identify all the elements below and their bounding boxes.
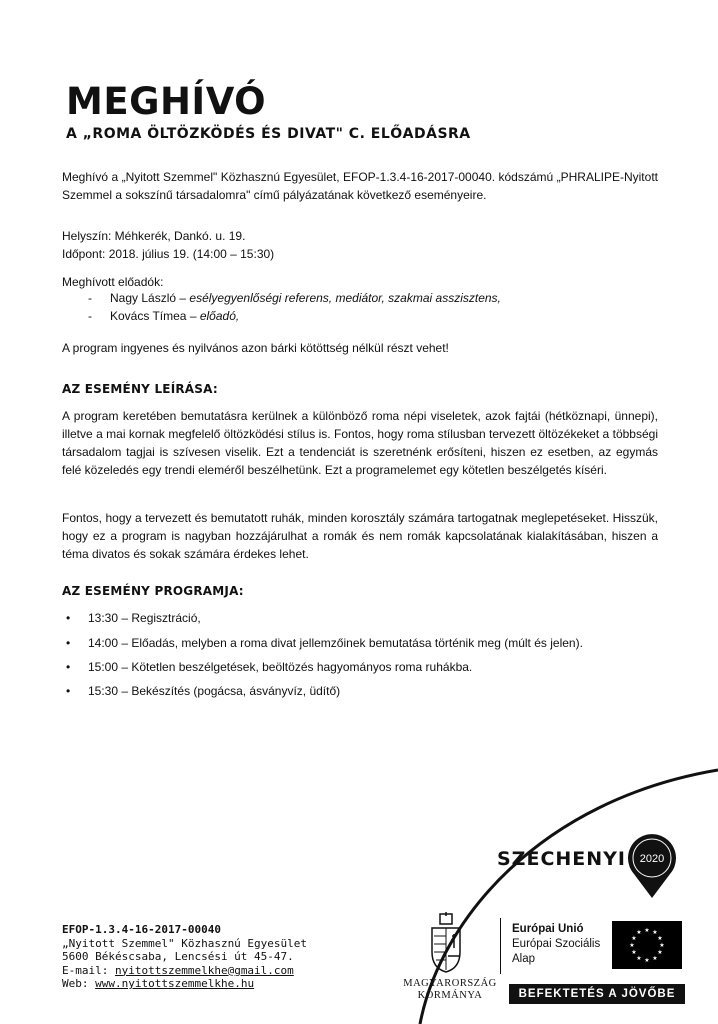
- footer-web-line: Web: www.nyitottszemmelkhe.hu: [62, 977, 255, 990]
- location-line: Helyszín: Méhkerék, Dankó. u. 19.: [62, 229, 246, 243]
- svg-text:★: ★: [631, 935, 637, 942]
- svg-text:★: ★: [636, 955, 642, 962]
- bullet-marker: •: [66, 636, 71, 650]
- svg-text:★: ★: [644, 927, 650, 934]
- speaker-role: előadó,: [199, 309, 240, 323]
- program-item: • 14:00 – Előadás, melyben a roma divat jellemzőinek bemutatása történik meg (múlt és jelen).: [66, 636, 583, 650]
- svg-text:★: ★: [657, 935, 663, 942]
- svg-text:★: ★: [636, 929, 642, 936]
- dash-marker: -: [88, 309, 92, 323]
- szechenyi-year: 2020: [639, 853, 665, 865]
- program-item: • 15:30 – Bekészítés (pogácsa, ásványvíz, üdítő): [66, 684, 341, 698]
- program-item: • 15:00 – Kötetlen beszélgetések, beöltözés hagyományos roma ruhákba.: [66, 660, 473, 674]
- intro-paragraph: Meghívó a „Nyitott Szemmel" Közhasznú Egyesület, EFOP-1.3.4-16-2017-00040. kódszámú „PHRALIPE-Nyitott Szemmel a sokszínű társadalomra" című pályázatának következő eseményeire.: [62, 170, 658, 202]
- bullet-marker: •: [66, 611, 71, 625]
- page-title: MEGHÍVÓ: [66, 80, 267, 123]
- eu-flag-icon: [612, 921, 682, 969]
- svg-text:★: ★: [631, 949, 637, 956]
- description-paragraph-1: A program keretében bemutatásra kerülnek a különböző roma népi viseletek, azok fajtái (hétköznapi, ünnepi), illetve a mai kornak megfelelő öltözködési stílus is. Fontos, hogy roma stílusban tervezett öltözékeket a többségi társadalom tagjai is szívesen viselik. Ezt a tendenciát is szeretnénk erősíteni, hiszen ez esetben, az egymás felé közeledés egy trendi eleméről beszélhetünk. Ezt a programelemet egy kötetlen beszélgetés kíséri.: [62, 409, 658, 477]
- coat-of-arms-icon: [428, 912, 464, 974]
- footer-email-line: E-mail: nyitottszemmelkhe@gmail.com: [62, 963, 294, 977]
- bullet-marker: •: [66, 684, 71, 698]
- page-subtitle: A „ROMA ÖLTÖZKÖDÉS ÉS DIVAT" C. ELŐADÁSRA: [66, 126, 471, 142]
- svg-text:★: ★: [652, 929, 658, 936]
- time-line: Időpont: 2018. július 19. (14:00 – 15:30): [62, 247, 275, 261]
- eu-logo-text: Európai Unió Európai Szociális Alap: [512, 923, 601, 965]
- speaker-name: Nagy László: [110, 291, 177, 305]
- footer-address: 5600 Békéscsaba, Lencsési út 45-47.: [62, 950, 294, 963]
- svg-text:★: ★: [652, 955, 658, 962]
- szechenyi-2020-icon: [624, 828, 680, 900]
- web-link[interactable]: www.nyitottszemmelkhe.hu: [95, 977, 255, 990]
- email-link[interactable]: nyitottszemmelkhe@gmail.com: [114, 963, 294, 977]
- free-note: A program ingyenes és nyilvános azon bárki kötöttség nélkül részt vehet!: [62, 341, 449, 355]
- speaker-name: Kovács Tímea: [110, 309, 187, 323]
- szechenyi-logo-text: SZÉCHENYI: [497, 848, 626, 870]
- description-heading: AZ ESEMÉNY LEÍRÁSA:: [62, 382, 218, 396]
- kormany-logo-text: MAGYARORSZÁG KORMÁNYA: [403, 978, 497, 1001]
- svg-text:★: ★: [644, 957, 650, 964]
- svg-text:★: ★: [629, 942, 635, 949]
- footer-project-code: EFOP-1.3.4-16-2017-00040: [62, 923, 221, 936]
- description-paragraph-2: Fontos, hogy a tervezett és bemutatott ruhák, minden korosztály számára tartogatnak meglepetéseket. Hisszük, hogy ez a program is nagyban hozzájárulhat a romák és nem romák kapcsolatának kialakításában, hiszen a téma divatos és sokak számára érdekes lehet.: [62, 511, 658, 561]
- befektetes-banner: BEFEKTETÉS A JÖVŐBE: [509, 984, 685, 1004]
- svg-text:★: ★: [657, 949, 663, 956]
- footer-org-info: [62, 923, 307, 991]
- bullet-marker: •: [66, 660, 71, 674]
- dash-marker: -: [88, 291, 92, 305]
- speakers-label: Meghívott előadók:: [62, 275, 164, 289]
- program-item: • 13:30 – Regisztráció,: [66, 611, 201, 625]
- speaker-role: esélyegyenlőségi referens, mediátor, szakmai asszisztens,: [189, 291, 501, 305]
- speaker-item: - Nagy László – esélyegyenlőségi referens, mediátor, szakmai asszisztens,: [88, 291, 501, 305]
- svg-text:★: ★: [659, 942, 665, 949]
- divider: [500, 918, 501, 974]
- speaker-item: - Kovács Tímea – előadó,: [88, 309, 240, 323]
- footer-org-name: „Nyitott Szemmel" Közhasznú Egyesület: [62, 936, 308, 950]
- program-heading: AZ ESEMÉNY PROGRAMJA:: [62, 584, 244, 598]
